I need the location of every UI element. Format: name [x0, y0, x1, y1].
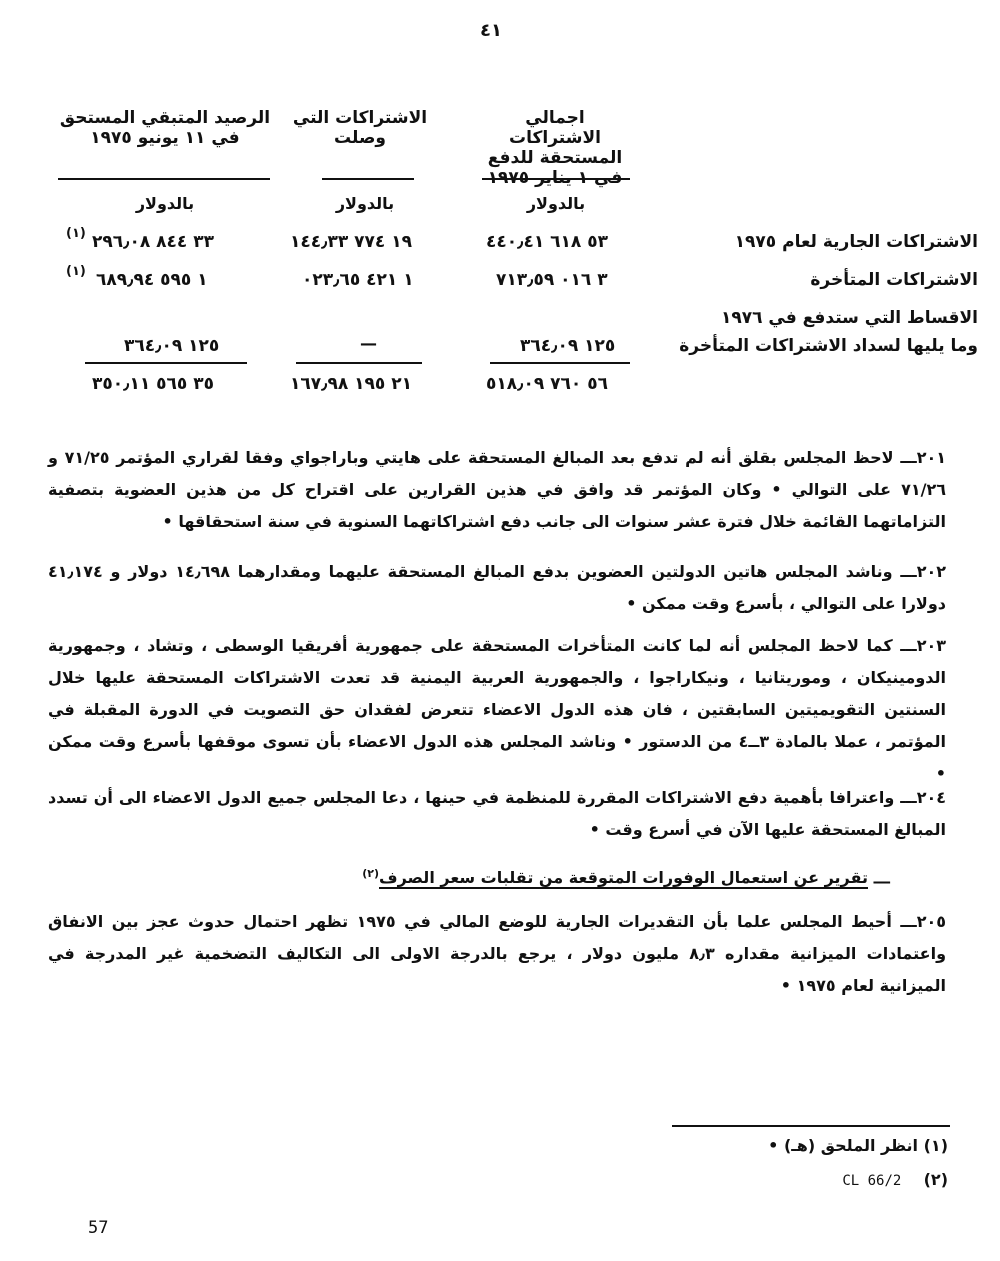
total-cell: ٣٥ ٥٦٥ ٣٥٠٫١١: [92, 374, 214, 394]
subtotal-rule: [490, 362, 630, 364]
total-cell: ٢١ ١٩٥ ١٦٧٫٩٨: [290, 374, 412, 394]
paragraph-text: أحيط المجلس علما بأن التقديرات الجارية للوضع المالي في ١٩٧٥ تظهر احتمال حدوث عجز بين الانفاق واعتمادات الميزانية مقداره ٨٫٣ مليون دولار ، يرجع بالدرجة الاولى الى التكاليف التضخمية غير المدرجة في الميزانية لعام ١٩٧٥ •: [48, 912, 947, 995]
paragraph-202: [48, 556, 946, 620]
subtotal-rule: [85, 362, 247, 364]
table-cell: ١٢٥ ٣٦٤٫٠٩: [520, 336, 616, 356]
footnote-ref: (١): [66, 226, 86, 241]
paragraph-text: لاحظ المجلس بقلق أنه لم تدفع بعد المبالغ المستحقة على هايتي وباراجواي وفقا لقراري المؤتمر ٧١/٢٥ و ٧١/٢٦ على التوالي • وكان المؤتمر قد وافق في هذين القرارين على اقتراح كل من هذين العضوية بتصفية التزاماتهما القائمة خلال فترة عشر سنوات الى جانب دفع اشتراكاتهما السنوية في سنة استحقاقها •: [48, 448, 946, 531]
column-rule: [482, 178, 630, 180]
footnote-1: [768, 1136, 948, 1155]
paragraph-number: ٢٠٥ـــ: [900, 912, 947, 931]
column-rule: [322, 178, 414, 180]
row-label: وما يليها لسداد الاشتراكات المتأخرة: [679, 336, 978, 356]
table-cell: ٥٣ ٦١٨ ٤٤٠٫٤١: [486, 232, 608, 252]
footnote-ref: (٢): [362, 867, 379, 880]
paragraph-number: ٢٠٤ـــ: [900, 788, 946, 807]
paragraph-number: ٢٠٢ـــ: [900, 562, 947, 581]
footnote-marker: (١): [923, 1136, 948, 1155]
page-number-top: ٤١: [480, 20, 502, 41]
paragraph-text: كما لاحظ المجلس أنه لما كانت المتأخرات المستحقة على جمهورية أفريقيا الوسطى ، وتشاد ، وجمهورية الدومينيكان ، وموريتانيا ، ونيكاراجوا ، والجمهورية العربية اليمنية قد تعدت الاشتراكات المستحقة عليها خلال السنتين التقويميتين السابقتين ، فان هذه الدول الاعضاء تتعرض لفقدان حق التصويت في الدورة المقبلة في المؤتمر ، عملا بالمادة ٣ــ٤ من الدستور • وناشد المجلس هذه الدول الاعضاء بأن تسوى موقفها بأسرع وقت ممكن •: [48, 636, 947, 783]
unit-label: بالدولار: [135, 194, 195, 213]
subtotal-rule: [296, 362, 422, 364]
paragraph-number: ٢٠٣ـــ: [900, 636, 946, 655]
section-subheading: [362, 858, 890, 894]
table-cell: ١ ٤٢١ ٠٢٣٫٦٥: [302, 270, 414, 290]
unit-label: بالدولار: [335, 194, 395, 213]
subheading-dash: ـــ: [873, 868, 890, 888]
paragraph-text: وناشد المجلس هاتين الدولتين العضوين بدفع المبالغ المستحقة عليهما ومقدارهما ١٤٫٦٩٨ دولار و ٤١٫١٧٤ دولارا على التوالي ، بأسرع وقت ممكن •: [48, 562, 946, 613]
unit-label: بالدولار: [526, 194, 586, 213]
table-cell: ٣٣ ٨٤٤ ٢٩٦٫٠٨: [92, 232, 214, 252]
total-cell: ٥٦ ٧٦٠ ٥١٨٫٠٩: [486, 374, 608, 394]
row-label: الاقساط التي ستدفع في ١٩٧٦: [720, 308, 978, 328]
column-header-total-due: اجمالي الاشتراكات المستحقة للدفع في ١ يناير ١٩٧٥: [487, 108, 623, 188]
row-label: الاشتراكات المتأخرة: [810, 270, 978, 290]
page-number-bottom: 57: [88, 1218, 109, 1238]
table-cell: ١٢٥ ٣٦٤٫٠٩: [124, 336, 220, 356]
paragraph-number: ٢٠١ـــ: [900, 448, 947, 467]
paragraph-205: [48, 906, 946, 1002]
footnote-text: انظر الملحق (هـ) •: [768, 1136, 919, 1155]
table-cell: ٣ ٠١٦ ٧١٣٫٥٩: [496, 270, 608, 290]
paragraph-text: واعترافا بأهمية دفع الاشتراكات المقررة للمنظمة في حينها ، دعا المجلس جميع الدول الاعضاء الى أن تسدد المبالغ المستحقة عليها الآن في أسرع وقت •: [48, 788, 946, 839]
paragraph-203: [48, 630, 946, 790]
table-cell: —: [360, 334, 377, 354]
table-cell: ١٩ ٧٧٤ ١٤٤٫٣٣: [290, 232, 412, 252]
subheading-text: تقرير عن استعمال الوفورات المتوقعة من تقلبات سعر الصرف: [379, 868, 869, 888]
column-header-received: الاشتراكات التي وصلت: [292, 108, 428, 148]
footnote-2: [842, 1170, 948, 1189]
footnote-ref: (١): [66, 264, 86, 279]
footnote-marker: (٢): [923, 1170, 948, 1189]
paragraph-201: [48, 442, 946, 538]
footnote-rule: [672, 1125, 950, 1127]
paragraph-204: [48, 782, 946, 846]
footnote-text: CL 66/2: [842, 1173, 902, 1189]
table-cell: ١ ٥٩٥ ٦٨٩٫٩٤: [96, 270, 208, 290]
column-rule: [58, 178, 270, 180]
column-header-balance: الرصيد المتبقي المستحق في ١١ يونيو ١٩٧٥: [59, 108, 271, 148]
row-label: الاشتراكات الجارية لعام ١٩٧٥: [734, 232, 978, 252]
